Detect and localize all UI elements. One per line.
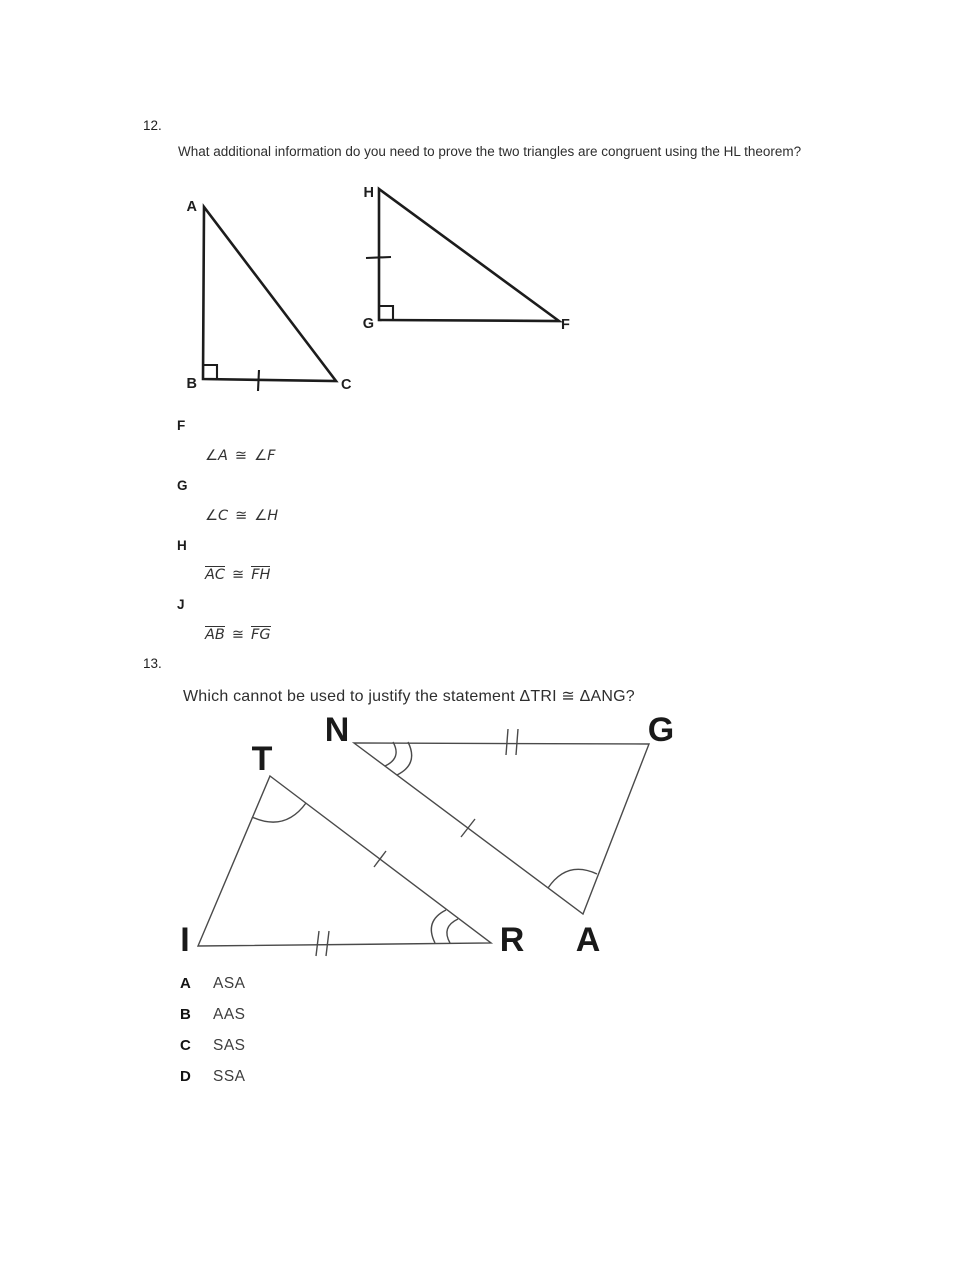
triangle-hgf	[379, 189, 559, 321]
congruent-symbol: ≅	[231, 627, 245, 643]
option-g-expression	[205, 508, 278, 524]
question-12-number: 12.	[143, 118, 162, 133]
tick-mark-na	[461, 819, 475, 837]
vertex-label-g: G	[362, 316, 374, 332]
option-j-expression	[205, 626, 271, 644]
option-d-text: SSA	[213, 1068, 246, 1085]
question-13-diagram	[170, 705, 700, 975]
option-d-letter: D	[180, 1068, 191, 1085]
angle-arc-a	[548, 869, 597, 888]
option-g-right: ∠H	[254, 508, 279, 524]
tick-mark-bc	[258, 370, 259, 391]
option-f-letter: F	[177, 418, 186, 433]
question-12-diagram	[170, 178, 590, 408]
triangle-abc	[203, 207, 336, 381]
option-g-left: ∠C	[205, 508, 229, 524]
option-c-text: SAS	[213, 1037, 246, 1054]
vertex-label-f: F	[561, 317, 570, 333]
option-h-right-segment: FH	[251, 567, 271, 583]
vertex-label-b: B	[186, 376, 197, 392]
option-c-letter: C	[180, 1037, 191, 1054]
option-h-left-segment: AC	[205, 567, 226, 583]
congruent-symbol: ≅	[234, 448, 248, 464]
option-h-expression	[205, 566, 270, 584]
option-f-expression	[205, 448, 275, 464]
tick-mark-tr	[374, 851, 386, 867]
angle-arc-n-outer	[397, 742, 412, 775]
question-13-number: 13.	[143, 656, 162, 671]
double-tick-ng	[506, 729, 518, 755]
right-angle-mark-g	[379, 306, 393, 320]
congruent-symbol: ≅	[232, 567, 245, 583]
vertex-label-i: I	[180, 921, 190, 959]
angle-arc-r-inner	[447, 919, 458, 943]
right-angle-mark-b	[203, 365, 217, 379]
tick-mark-hg	[366, 257, 391, 258]
question-13-text: Which cannot be used to justify the statement ΔTRI ≅ ΔANG?	[183, 688, 635, 705]
option-a-letter: A	[180, 975, 191, 992]
angle-arc-t	[252, 803, 306, 822]
option-f-right: ∠F	[254, 448, 276, 464]
vertex-label-a: A	[575, 921, 601, 959]
option-h-letter: H	[177, 538, 187, 553]
triangle-tri	[198, 776, 491, 946]
vertex-label-h: H	[363, 185, 374, 201]
vertex-label-r: R	[499, 921, 525, 959]
angle-arc-r-outer	[431, 910, 446, 943]
vertex-label-n: N	[324, 711, 350, 749]
option-j-left-segment: AB	[205, 627, 225, 643]
vertex-label-c: C	[341, 377, 352, 393]
triangle-nga	[354, 743, 649, 914]
vertex-label-g: G	[647, 711, 675, 749]
option-j-right-segment: FG	[251, 627, 271, 643]
option-f-left: ∠A	[205, 448, 228, 464]
option-b-letter: B	[180, 1006, 191, 1023]
vertex-label-a: A	[186, 199, 197, 215]
option-a-text: ASA	[213, 975, 246, 992]
question-12-text: What additional information do you need to prove the two triangles are congruent using the HL theorem?	[178, 144, 802, 159]
vertex-label-t: T	[251, 740, 273, 778]
double-tick-ir	[316, 931, 329, 956]
angle-arc-n-inner	[385, 742, 396, 766]
option-g-letter: G	[177, 478, 188, 493]
option-b-text: AAS	[213, 1006, 246, 1023]
option-j-letter: J	[177, 597, 185, 612]
congruent-symbol: ≅	[235, 508, 248, 524]
